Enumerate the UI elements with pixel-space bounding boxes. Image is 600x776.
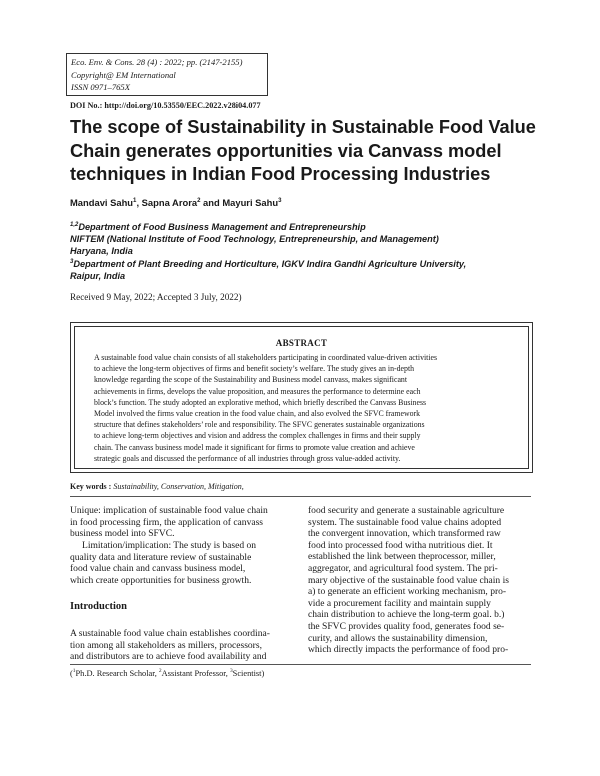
author-list <box>70 197 281 208</box>
body-line: Unique: implication of sustainable food value chain <box>70 505 268 516</box>
author-affil-mark: 3 <box>278 196 282 204</box>
body-line: the convergent innovation, which transformed raw <box>308 528 501 540</box>
doi-line: DOI No.: http://doi.org/10.53550/EEC.2022.v28i04.077 <box>70 101 261 110</box>
body-line: food into processed food witha nutritious diet. It <box>308 539 493 551</box>
affiliation-line: NIFTEM (National Institute of Food Technology, Entrepreneurship, and Management) <box>70 234 439 245</box>
left-column-unique <box>70 505 268 540</box>
abstract-heading: ABSTRACT <box>275 338 328 348</box>
title-line: techniques in Indian Food Processing Industries <box>70 164 491 184</box>
body-line: quality data and literature review of sustainable <box>70 551 252 563</box>
title-line: The scope of Sustainability in Sustainable Food Value <box>70 117 536 137</box>
abstract-line: to achieve the long-term objectives of firms and benefit society’s welfare. The study gives an in-depth <box>94 364 415 374</box>
journal-info-box <box>66 53 268 96</box>
left-column-intro-text <box>70 628 270 663</box>
keywords-divider <box>70 496 531 497</box>
body-line: mary objective of the sustainable food value chain is <box>308 574 509 586</box>
keywords-label: Key words : <box>70 482 112 491</box>
author-name: Mayuri Sahu <box>222 197 279 208</box>
author-name: Sapna Arora <box>141 197 198 208</box>
abstract-body <box>94 352 514 464</box>
abstract-box <box>70 322 533 473</box>
body-line: and distributors are to achieve food availability and <box>70 651 267 663</box>
body-line: vide a procurement facility and maintain supply <box>308 597 491 609</box>
affiliations <box>70 221 466 282</box>
body-line: aggregator, and agricultural food system. The pri- <box>308 562 498 574</box>
body-line: curity, and allows the sustainability dimension, <box>308 632 488 644</box>
affiliation-line: $^{1,2}$Department of Food Business Management and Entrepreneurship <box>70 221 366 232</box>
keywords-list: Sustainability, Conservation, Mitigation, <box>113 482 244 491</box>
journal-copyright: Copyright@ EM International <box>71 69 176 80</box>
footnote: ($^1$Ph.D. Research Scholar, $^2$Assistant Professor, $^3$Scientist) <box>70 668 265 678</box>
affiliation-line: $^3$Department of Plant Breeding and Horticulture, IGKV Indira Gandhi Agriculture University, <box>70 258 467 269</box>
abstract-line: strategic goals and discussed the performance of all industries through gross value-added activity. <box>94 453 401 463</box>
body-line: a) to generate an efficient working mechanism, pro- <box>308 586 507 598</box>
journal-citation: Eco. Env. & Cons. 28 (4) : 2022; pp. (2147-2155) <box>71 57 243 67</box>
abstract-inner-frame <box>74 326 529 469</box>
body-line: food security and generate a sustainable agriculture <box>308 505 505 516</box>
body-line: which directly impacts the performance of food pro- <box>308 644 509 656</box>
title-line: Chain generates opportunities via Canvass model <box>70 140 502 161</box>
abstract-line: to achieve long-term objectives and vision and address the complex challenges in firms and their supply <box>94 431 421 441</box>
received-dates: Received 9 May, 2022; Accepted 3 July, 2022) <box>70 292 242 302</box>
author-separator: , <box>136 197 142 208</box>
introduction-heading: Introduction <box>70 601 127 612</box>
body-line: Limitation/implication: The study is based on <box>82 540 257 551</box>
keywords <box>70 482 244 491</box>
abstract-line: knowledge regarding the scope of the Sustainability and Business model canvass, makes significant <box>94 375 408 385</box>
affil-mark: 3 <box>70 258 74 265</box>
left-column-limitation <box>70 540 256 586</box>
body-line: system. The sustainable food value chains adopted <box>308 516 502 528</box>
abstract-line: structure that defines stakeholders’ role and responsibility. The SFVC generates sustainable organizations <box>94 420 425 430</box>
author-affil-mark: 2 <box>197 196 201 204</box>
body-line: in food processing firm, the application of canvass <box>70 516 264 528</box>
journal-issn: ISSN 0971–765X <box>71 82 130 92</box>
affiliation-line: Raipur, India <box>70 270 126 281</box>
footnote-divider <box>70 664 531 665</box>
body-line: chain distribution to achieve the long-term goal. b.) <box>308 609 505 621</box>
body-line: business model into SFVC. <box>70 528 175 540</box>
abstract-line: chain. The canvass business model made it significant for firms to promote value creation and achieve <box>94 442 415 452</box>
body-line: A sustainable food value chain establishes coordina- <box>70 628 270 639</box>
abstract-line: block’s function. The study adopted an explorative method, which briefly described the Canvass Business <box>94 397 427 407</box>
body-line: established the link between theprocessor, miller, <box>308 551 496 563</box>
affil-mark: 1,2 <box>70 221 79 228</box>
body-line: which create opportunities for business growth. <box>70 574 252 586</box>
right-column <box>308 505 509 656</box>
abstract-line: Model involved the firms value creation in the food value chain, and also evolved the SFVC framework <box>94 409 421 419</box>
author-name: Mandavi Sahu <box>70 197 134 208</box>
abstract-line: achievements in firms, develops the value proposition, and measures the performance to determine each <box>94 386 421 396</box>
author-separator: and <box>200 197 223 208</box>
body-line: the SFVC provides quality food, generates food se- <box>308 620 505 632</box>
author-affil-mark: 1 <box>133 196 137 204</box>
body-line: food value chain and canvass business model, <box>70 563 246 575</box>
paper-title <box>70 116 540 187</box>
body-line: tion among all stakeholders as millers, processors, <box>70 639 262 651</box>
abstract-line: A sustainable food value chain consists of all stakeholders participating in coordinated value-driven activities <box>94 353 438 362</box>
affiliation-line: Haryana, India <box>70 246 133 257</box>
